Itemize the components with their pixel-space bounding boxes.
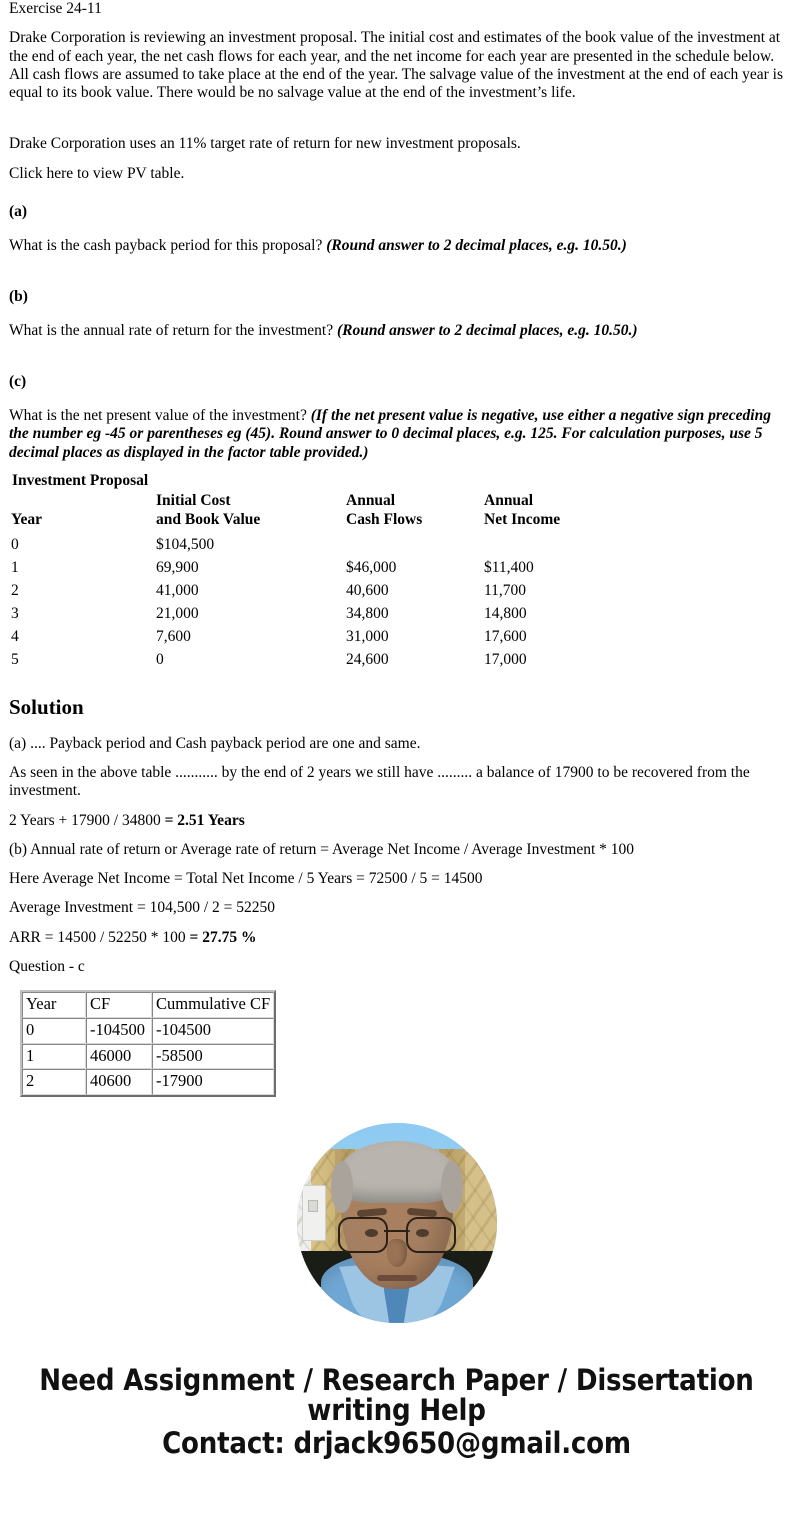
cf-cell-cumulative: -104500 [152,1018,274,1044]
question-a-prompt: What is the cash payback period for this proposal? [9,237,327,255]
table-header-row [11,492,644,530]
cf-cell-cf: 40600 [86,1069,152,1095]
footer-line-3: Contact: drjack9650@gmail.com [162,1425,631,1460]
spacer [9,113,784,135]
question-b-prompt: What is the annual rate of return for the investment? [9,322,337,340]
cell-cash-flow: 31,000 [346,627,389,645]
cf-cell-cumulative: -58500 [152,1044,274,1070]
header-cash-line1: Annual [346,492,396,510]
table-row [11,601,644,624]
cumulative-cashflow-table [20,990,276,1097]
table-row [22,1018,274,1044]
cell-initial-cost: 21,000 [156,604,199,622]
cf-header-cf: CF [86,992,152,1018]
cell-cash-flow: $46,000 [346,559,397,577]
table-header-row [22,992,274,1018]
cf-cell-year: 1 [22,1044,86,1070]
solution-heading: Solution [9,694,84,719]
header-income-line2: Net Income [484,511,561,529]
exercise-label: Exercise 24-11 [9,0,102,17]
glasses-icon [338,1217,456,1251]
cell-cash-flow: 40,600 [346,582,389,599]
cell-net-income: 14,800 [484,604,527,622]
solution-b-arr-prefix: ARR = 14500 / 52250 * 100 [9,928,190,946]
header-year: Year [11,511,42,529]
solution-a-calculation [9,812,784,830]
spacer [9,352,784,374]
investment-proposal-header [11,492,644,530]
table-row [22,1044,274,1070]
solution-b-average-investment: Average Investment = 104,500 / 2 = 52250 [9,899,276,917]
question-c-prompt: What is the net present value of the investment? [9,407,311,425]
question-c-text [9,407,784,462]
cell-initial-cost: $104,500 [156,536,215,554]
cell-year: 4 [11,627,19,645]
cell-cash-flow [346,530,484,555]
cell-initial-cost: 0 [156,650,164,668]
question-b-text [9,322,784,340]
cell-initial-cost: 7,600 [156,627,191,645]
question-a-hint: (Round answer to 2 decimal places, e.g. 10.50.) [326,237,627,255]
solution-b-average-net-income: Here Average Net Income = Total Net Income / 5 Years = 72500 / 5 = 14500 [9,870,483,888]
solution-b-arr [9,929,784,947]
avatar [297,1123,497,1323]
question-a-label: (a) [9,202,28,220]
solution-a-note: (a) .... Payback period and Cash payback period are one and same. [9,734,421,752]
cell-net-income: 17,600 [484,627,527,645]
header-cash-line2: Cash Flows [346,511,423,529]
cf-cell-cf: -104500 [86,1018,152,1044]
investment-proposal-body [11,530,644,669]
cell-net-income: 11,700 [484,582,527,599]
cf-cell-cumulative: -17900 [152,1069,274,1095]
header-initial-cost-line1: Initial Cost [156,492,231,510]
table-row [11,555,644,578]
table-row [11,530,644,555]
solution-b-arr-result: = 27.75 % [189,928,257,946]
cf-cell-year: 2 [22,1069,86,1095]
investment-proposal-title: Investment Proposal [12,471,149,489]
cell-year: 2 [11,582,19,599]
solution-b-formula: (b) Annual rate of return or Average rate of return = Average Net Income / Average Investment * 100 [9,840,635,858]
table-row [22,1069,274,1095]
avatar-mouth [377,1275,417,1281]
avatar-light-switch [302,1185,326,1241]
solution-question-c-label: Question - c [9,957,85,975]
question-b-hint: (Round answer to 2 decimal places, e.g. 10.50.) [336,322,638,340]
table-row [11,647,644,670]
intro-paragraph: Drake Corporation is reviewing an investment proposal. The initial cost and estimates of the book value of the investment at the end of each year, the net cash flows for each year, and the net income for each year are presented in the schedule below. All cash flows are assumed to take place at the end of the year. The salvage value of the investment at the end of each year is equal to its book value. There would be no salvage value at the end of the investment’s life. [9,29,783,102]
header-annual-net-income [484,492,644,530]
cell-initial-cost: 41,000 [156,582,199,599]
solution-a-balance: As seen in the above table ........... by the end of 2 years we still have ......... a balance of 17900 to be recovered from the investment. [9,764,750,800]
avatar-container [9,1123,784,1323]
cell-net-income: 17,000 [484,650,527,668]
avatar-lens-left [338,1217,388,1253]
cf-header-year: Year [22,992,86,1018]
cell-cash-flow: 34,800 [346,604,389,622]
avatar-lens-right [406,1217,456,1253]
cell-year: 1 [11,559,19,577]
spacer [9,194,784,204]
table-row [11,624,644,647]
investment-proposal-table [11,492,644,669]
investment-proposal-section [9,473,784,670]
header-initial-cost-line2: and Book Value [156,511,261,529]
question-a-text [9,237,784,255]
pv-table-link[interactable]: Click here to view PV table. [9,164,185,182]
cf-cell-cf: 46000 [86,1044,152,1070]
solution-a-calc-result: = 2.51 Years [164,811,245,829]
target-rate-paragraph: Drake Corporation uses an 11% target rate of return for new investment proposals. [9,135,521,153]
footer-line-2: writing Help [307,1393,486,1428]
cumulative-cashflow-body [22,992,274,1095]
header-annual-cash-flows [346,492,484,530]
cell-cash-flow: 24,600 [346,650,389,668]
cell-year: 0 [11,536,19,554]
solution-a-calc-prefix: 2 Years + 17900 / 34800 [9,811,165,829]
cf-cell-year: 0 [22,1018,86,1044]
header-initial-cost [156,492,346,530]
footer-line-1: Need Assignment / Research Paper / Dissertation [39,1362,754,1397]
cell-initial-cost: 69,900 [156,559,199,577]
header-income-line1: Annual [484,492,534,510]
question-b-label: (b) [9,287,28,305]
question-c-label: (c) [9,372,27,390]
cell-net-income [484,530,644,555]
table-row [11,578,644,601]
footer-advert [9,1362,784,1460]
spacer [9,267,784,289]
cell-year: 5 [11,650,19,668]
cell-year: 3 [11,604,19,622]
question-c-hint: (If the net present value is negative, use either a negative sign preceding the number eg -45 or parentheses eg (45). Round answer to 0 decimal places, e.g. 125. For calculation purposes, use 5 decimal places as displayed in the factor table provided.) [9,407,771,461]
cf-header-cumulative-cf: Cummulative CF [152,992,274,1018]
cell-net-income: $11,400 [484,559,534,577]
